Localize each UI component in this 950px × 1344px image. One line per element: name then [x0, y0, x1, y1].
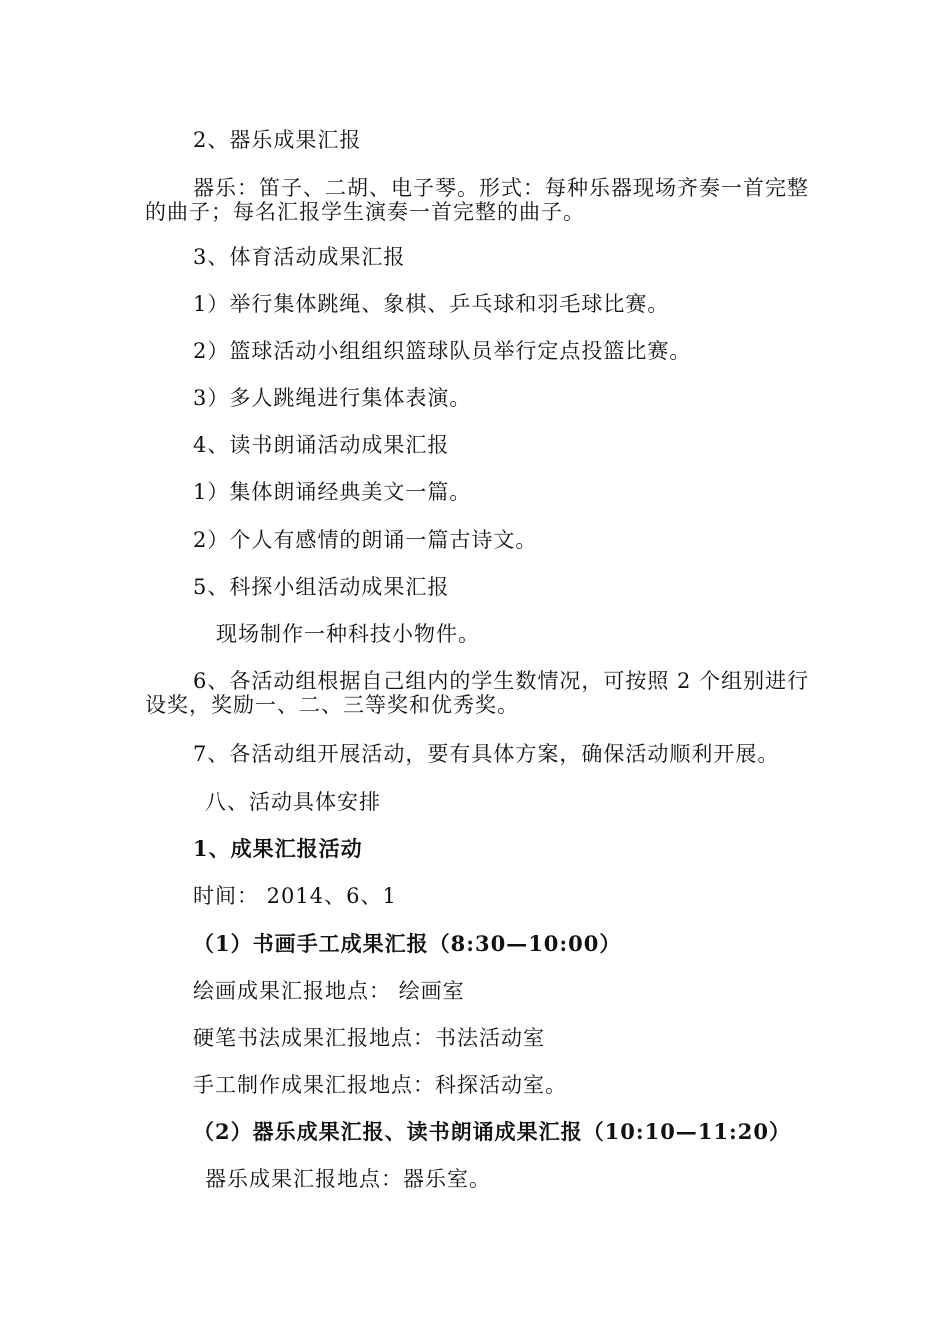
- paragraph-plan-requirement: 7、各活动组开展活动，要有具体方案，确保活动顺利开展。: [193, 742, 780, 766]
- location-calligraphy: 硬笔书法成果汇报地点：书法活动室: [193, 1026, 545, 1050]
- paragraph-awards: 6、各活动组根据自己组内的学生数情况，可按照 2 个组别进行设奖，奖励一、二、三等奖和优秀奖。: [145, 669, 810, 717]
- paragraph-instrumental-detail: 器乐：笛子、二胡、电子琴。形式：每种乐器现场齐奏一首完整的曲子；每名汇报学生演奏一首完整的曲子。: [145, 176, 809, 224]
- heading-sports-report: 3、体育活动成果汇报: [193, 245, 406, 269]
- list-item-sports-1: 1）举行集体跳绳、象棋、乒乓球和羽毛球比赛。: [193, 292, 670, 316]
- list-item-reading-1: 1）集体朗诵经典美文一篇。: [193, 480, 472, 504]
- heading-science-report: 5、科探小组活动成果汇报: [193, 575, 450, 599]
- heading-results-report-activity: 1、成果汇报活动: [193, 836, 363, 861]
- section-heading-schedule: 八、活动具体安排: [205, 790, 381, 814]
- list-item-reading-2: 2）个人有感情的朗诵一篇古诗文。: [193, 528, 538, 552]
- heading-reading-report: 4、读书朗诵活动成果汇报: [193, 433, 450, 457]
- list-item-sports-2: 2）篮球活动小组组织篮球队员举行定点投篮比赛。: [193, 339, 692, 363]
- heading-instrumental-report: 2、器乐成果汇报: [193, 128, 362, 152]
- location-crafts: 手工制作成果汇报地点：科探活动室。: [193, 1073, 567, 1097]
- paragraph-science-detail: 现场制作一种科技小物件。: [216, 622, 480, 646]
- schedule-date: 时间： 2014、6、1: [193, 884, 397, 908]
- subheading-calligraphy-painting-crafts: （1）书画手工成果汇报（8:30—10:00）: [193, 931, 622, 956]
- location-instrumental: 器乐成果汇报地点：器乐室。: [205, 1167, 491, 1191]
- subheading-instrumental-reading: （2）器乐成果汇报、读书朗诵成果汇报（10:10—11:20）: [193, 1119, 792, 1144]
- location-painting: 绘画成果汇报地点： 绘画室: [193, 979, 465, 1003]
- list-item-sports-3: 3）多人跳绳进行集体表演。: [193, 386, 472, 410]
